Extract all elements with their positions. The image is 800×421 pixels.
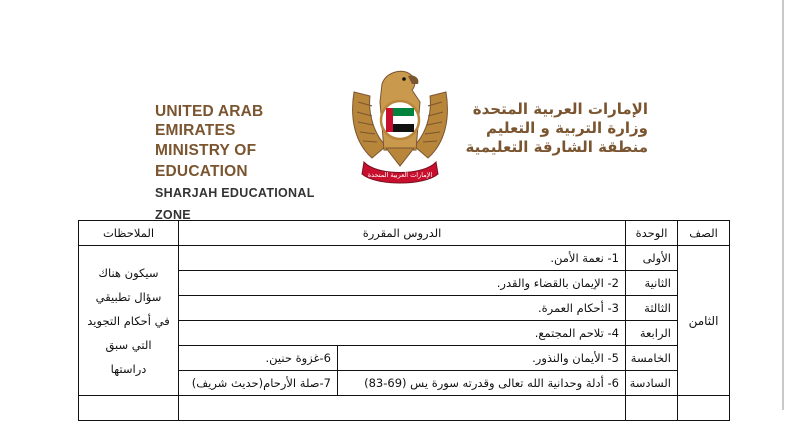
- lesson-cell: 3- أحكام العمرة.: [179, 296, 626, 321]
- empty-cell: [626, 396, 678, 421]
- unit-cell: الخامسة: [626, 346, 678, 371]
- country-name-en: UNITED ARAB EMIRATES: [155, 103, 264, 139]
- lesson-cell: [179, 346, 626, 371]
- curriculum-table: [78, 220, 730, 421]
- table-row: [79, 246, 730, 271]
- lesson-extra: 6-غزوة حنين.: [265, 351, 331, 365]
- unit-cell: الثالثة: [626, 296, 678, 321]
- ministry-name-ar: وزارة التربية و التعليم: [485, 119, 648, 137]
- unit-cell: السادسة: [626, 371, 678, 396]
- grade-cell: الثامن: [678, 246, 730, 396]
- empty-cell: [179, 396, 626, 421]
- table-header-row: [79, 221, 730, 246]
- ministry-name-en: MINISTRY OF EDUCATION: [155, 142, 257, 180]
- unit-cell: الرابعة: [626, 321, 678, 346]
- zone-name-ar: منطقة الشارقة التعليمية: [465, 138, 648, 156]
- unit-cell: الثانية: [626, 271, 678, 296]
- lesson-extra: 7-صلة الأرحام(حديث شريف): [191, 376, 331, 390]
- empty-cell: [678, 396, 730, 421]
- empty-cell: [79, 396, 179, 421]
- zone-name-en: SHARJAH EDUCATIONAL ZONE: [155, 186, 315, 222]
- header-grade: الصف: [678, 221, 730, 246]
- emblem-scroll-text: الإمارات العربية المتحدة: [367, 171, 433, 179]
- table-row-partial: [79, 396, 730, 421]
- header-unit: الوحدة: [626, 221, 678, 246]
- header-lessons: الدروس المقررة: [179, 221, 626, 246]
- lesson-cell: [179, 371, 626, 396]
- arabic-header: [458, 100, 648, 157]
- english-header: [155, 102, 345, 226]
- lesson-cell: 1- نعمة الأمن.: [179, 246, 626, 271]
- lesson-text: 5- الأيمان والنذور.: [337, 346, 625, 370]
- page-edge: [782, 0, 784, 410]
- lesson-cell: 4- تلاحم المجتمع.: [179, 321, 626, 346]
- country-name-ar: الإمارات العربية المتحدة: [472, 100, 648, 118]
- lesson-text: 6- أدلة وحدانية الله تعالى وقدرته سورة يس (69-83): [337, 371, 625, 395]
- header-notes: الملاحظات: [79, 221, 179, 246]
- unit-cell: الأولى: [626, 246, 678, 271]
- uae-falcon-emblem-icon: [346, 62, 454, 188]
- lesson-cell: 2- الإيمان بالقضاء والقدر.: [179, 271, 626, 296]
- notes-cell: سيكون هناك سؤال تطبيقي في أحكام التجويد التي سبق دراستها: [79, 246, 179, 396]
